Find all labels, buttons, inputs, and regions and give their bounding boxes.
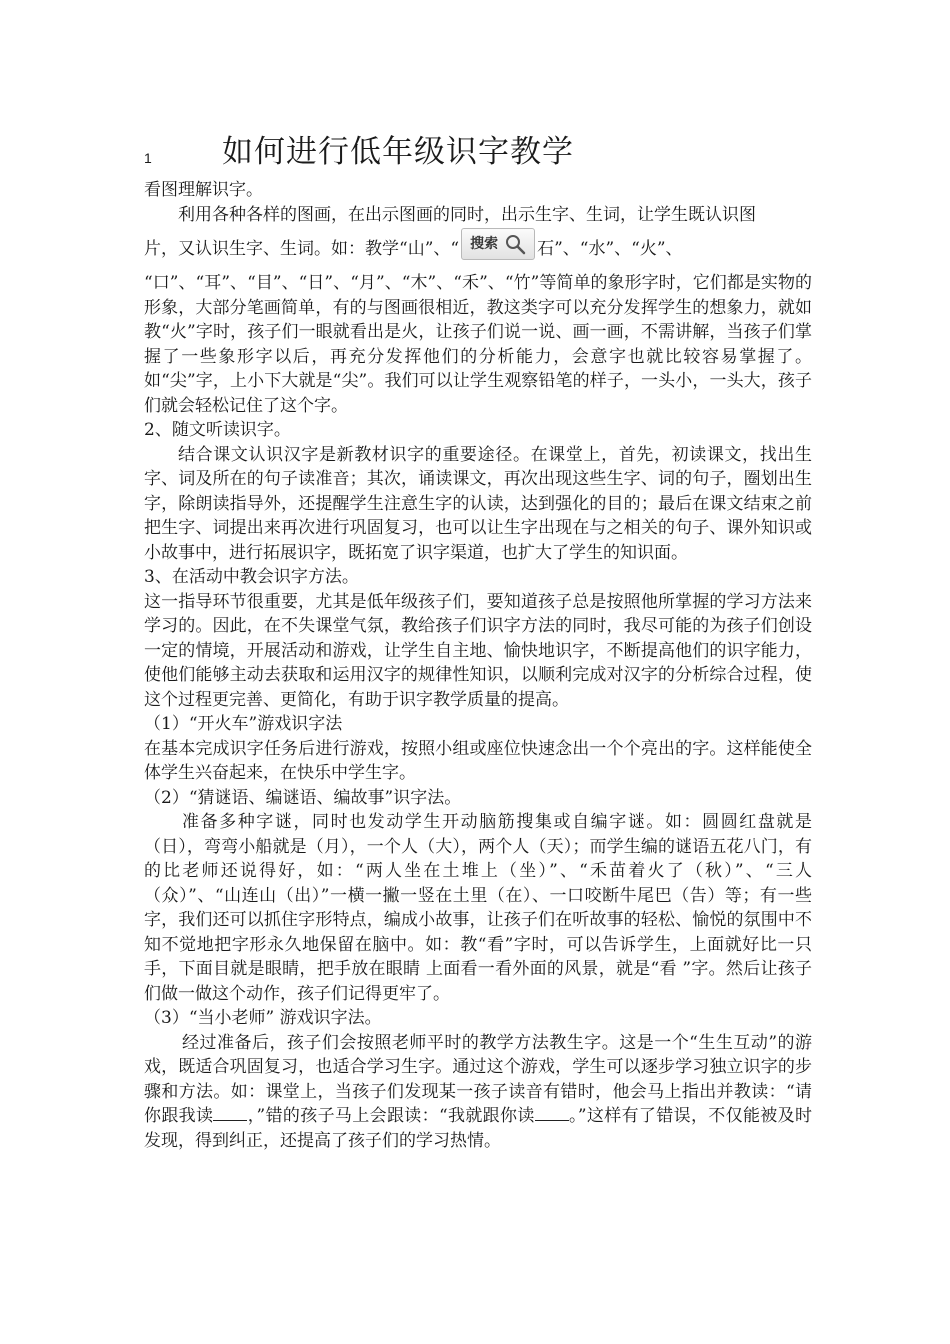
- document-page: [144, 128, 812, 1153]
- paragraph-1-rest: “口”、“耳”、“目”、“日”、“月”、“木”、“禾”、“竹”等简单的象形字时，它们都是实物的形象，大部分笔画简单，有的与图画很相近，教这类字可以充分发挥学生的想象力，就如教“火”字时，孩子们一眼就看出是火，让孩子们说一说、画一画，不需讲解，当孩子们掌握了一些象形字以后，再充分发挥他们的分析能力，会意字也就比较容易掌握了。如“尖”字，上小下大就是“尖”。我们可以让学生观察铅笔的样子，一头小，一头大，孩子们就会轻松记住了这个字。: [144, 273, 812, 416]
- paragraph-5: 准备多种字谜，同时也发动学生开动脑筋搜集或自编字谜。如：圆圆红盘就是（日），弯弯小船就是（月），一个人（大），两个人（天）；而学生编的谜语五花八门，有的比老师还说得好，如：“两人坐在土堆上（坐）”、“禾苗着火了（秋）”、“三人（众）”、“山连山（出）”一横一撇一竖在土里（在）、一口咬断牛尾巴（告）等；有一些字，我们还可以抓住字形特点，编成小故事，让孩子们在听故事的轻松、愉悦的氛围中不知不觉地把字形永久地保留在脑中。如：教“看”字时，可以告诉学生，上面就好比一只手，下面目就是眼睛，把手放在眼睛 上面看一看外面的风景，就是“看 ”字。然后让孩子们做一做这个动作，孩子们记得更牢了。: [144, 812, 812, 1004]
- subheading-1: （1）“开火车”游戏识字法: [144, 714, 343, 734]
- paragraph-1-line-2: [144, 227, 812, 271]
- text-segment: 片，又认识生字、生词。如：教学“山”、“: [144, 239, 460, 259]
- subheading-2: （2）“猜谜语、编谜语、编故事”识字法。: [144, 787, 462, 808]
- paragraph-3: 这一指导环节很重要，尤其是低年级孩子们，要知道孩子总是按照他所掌握的学习方法来学习的。因此，在不失课堂气氛，教给孩子们识字方法的同时，我尽可能的为孩子们创设一定的情境，开展活动和游戏，让学生自主地、愉快地识字，不断提高他们的识字能力，使他们能够主动去获取和运用汉字的规律性知识，以顺利完成对汉字的分析综合过程，使这个过程更完善、更简化，有助于识字教学质量的提高。: [144, 591, 812, 710]
- paragraph-2: 结合课文认识汉字是新教材识字的重要途径。在课堂上，首先，初读课文，找出生字、词及所在的句子读准音；其次，诵读课文，再次出现这些生字、词的句子，圈划出生字，除朗读指导外，还提醒学生注意生字的认读，达到强化的目的；最后在课文结束之前把生字、词提出来再次进行巩固复习，也可以让生字出现在与之相关的句子、课外知识或小故事中，进行拓展识字，既拓宽了识字渠道，也扩大了学生的知识面。: [144, 444, 812, 563]
- subheading-3: （3）“当小老师” 游戏识字法。: [144, 1008, 382, 1028]
- document-title: 如何进行低年级识字教学: [222, 134, 574, 170]
- heading-1: 看图理解识字。: [144, 180, 263, 200]
- magnifier-icon: [504, 233, 526, 255]
- search-label: 搜索: [470, 236, 499, 252]
- paragraph-1: 利用各种各样的图画，在出示图画的同时，出示生字、生词，让学生既认识图: [178, 204, 756, 225]
- search-button[interactable]: [461, 228, 535, 260]
- title-row: [144, 128, 812, 178]
- fill-blank: [535, 1106, 569, 1121]
- text-segment: 。”这样有了错误，不仅能被及时发现，得到纠正，还提高了孩子们的学习热情。: [144, 1106, 812, 1151]
- paragraph-4: 在基本完成识字任务后进行游戏，按照小组或座位快速念出一个个亮出的字。这样能使全体学生兴奋起来，在快乐中学生字。: [144, 738, 812, 783]
- title-number: 1: [144, 150, 152, 166]
- heading-3: 3、在活动中教会识字方法。: [144, 567, 359, 587]
- text-segment: 石”、“水”、“火”、: [537, 239, 683, 259]
- heading-2: 2、随文听读识字。: [144, 420, 291, 440]
- paragraph-6: [144, 1031, 812, 1154]
- fill-blank: [213, 1106, 247, 1121]
- text-segment: ，”错的孩子马上会跟读：“我就跟你读: [247, 1106, 535, 1126]
- text-segment: 经过准备后，孩子们会按照老师平时的教学方法教生字。这是一个“生生互动”的游戏，既适合巩固复习，也适合学习生字。通过这个游戏，学生可以逐步学习独立识字的步骤和方法。如：课堂上，当孩子们发现某一孩子读音有错时，他会马上指出并教读：“请你跟我读: [144, 1032, 812, 1126]
